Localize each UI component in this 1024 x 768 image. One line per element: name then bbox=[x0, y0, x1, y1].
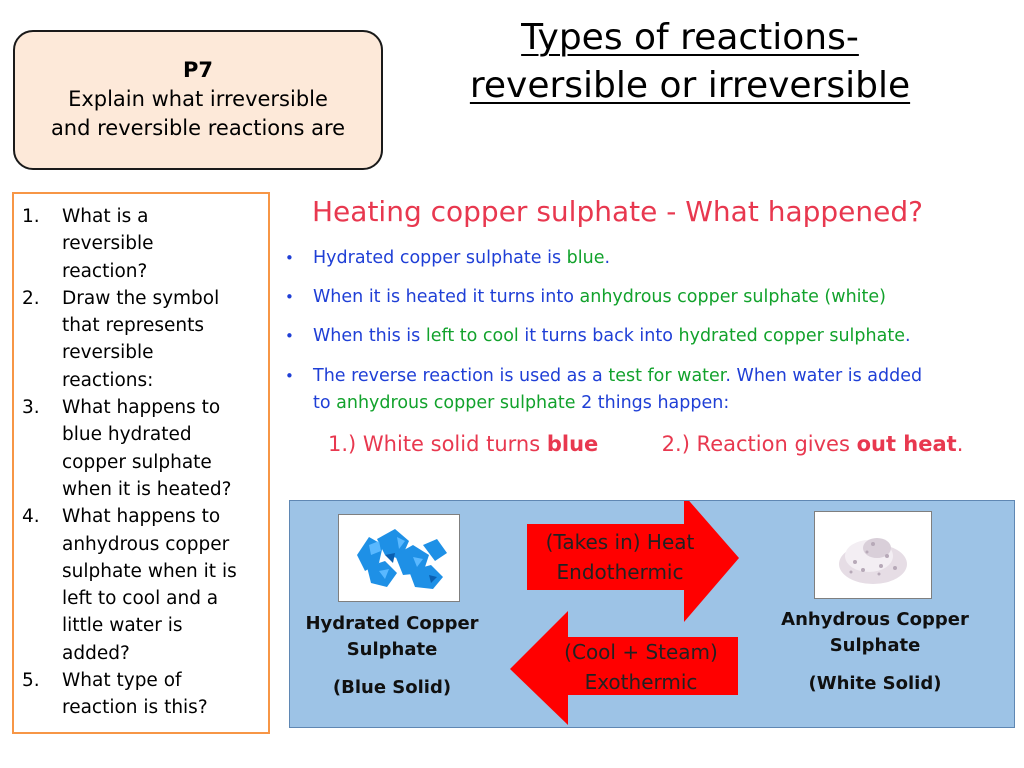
question-number: 4. bbox=[22, 506, 40, 528]
bullet-2 bbox=[283, 284, 886, 311]
question-line: What happens to bbox=[62, 397, 221, 419]
objective-code: P7 bbox=[182, 58, 213, 82]
question-line: copper sulphate bbox=[62, 451, 212, 473]
question-line: reaction? bbox=[62, 260, 148, 282]
title-line-1: Types of reactions- bbox=[521, 17, 859, 58]
question-item bbox=[22, 394, 264, 503]
bullet-highlight: test for water bbox=[608, 366, 726, 386]
page-title bbox=[420, 14, 960, 110]
anhydrous-label-line: Anhydrous Copper bbox=[781, 609, 969, 630]
question-number: 1. bbox=[22, 206, 40, 227]
bullet-highlight: anhydrous copper sulphate (white) bbox=[579, 287, 886, 307]
question-line: added? bbox=[62, 642, 130, 664]
question-line: reaction is this? bbox=[62, 697, 208, 719]
bullet-highlight: blue bbox=[566, 248, 605, 268]
question-line: reactions: bbox=[62, 369, 154, 391]
anhydrous-label-line: Sulphate bbox=[829, 635, 921, 656]
question-line: that represents bbox=[62, 315, 204, 337]
hydrated-state: (Blue Solid) bbox=[332, 677, 452, 698]
question-item bbox=[22, 203, 264, 285]
result-2-end: . bbox=[956, 432, 964, 456]
result-1-highlight: blue bbox=[546, 432, 599, 456]
bullet-3 bbox=[283, 323, 911, 350]
question-line: reversible bbox=[62, 342, 154, 364]
bullet-marker: • bbox=[285, 327, 294, 345]
question-line: anhydrous copper bbox=[62, 533, 230, 555]
bullet-text: The reverse reaction is used as a bbox=[313, 366, 609, 386]
bullet-4 bbox=[283, 363, 922, 417]
question-line: left to cool and a bbox=[62, 588, 219, 610]
reaction-diagram bbox=[289, 500, 1015, 728]
anhydrous-state: (White Solid) bbox=[808, 673, 942, 694]
bullet-1 bbox=[283, 245, 610, 272]
bullet-text: it turns back into bbox=[518, 326, 679, 346]
bullet-text: 2 things happen: bbox=[575, 393, 730, 413]
question-line: What is a bbox=[62, 206, 149, 227]
forward-arrow-label bbox=[528, 527, 712, 587]
questions-list bbox=[22, 203, 264, 722]
objective-line-2: and reversible reactions are bbox=[50, 116, 346, 140]
slide-heading: Heating copper sulphate - What happened? bbox=[312, 195, 923, 228]
bullet-marker: • bbox=[285, 367, 294, 385]
question-line: What happens to bbox=[62, 506, 221, 528]
bullet-text: . bbox=[604, 248, 611, 268]
forward-arrow-line: (Takes in) Heat bbox=[545, 530, 695, 554]
bullet-text: Hydrated copper sulphate is bbox=[313, 248, 567, 268]
question-line: sulphate when it is bbox=[62, 560, 237, 582]
question-line: Draw the symbol bbox=[62, 287, 220, 309]
embedded-slide bbox=[283, 195, 1024, 465]
bullet-text: . When water is added bbox=[725, 366, 923, 386]
results-line bbox=[328, 432, 963, 456]
question-item bbox=[22, 503, 264, 667]
question-line: when it is heated? bbox=[62, 478, 232, 500]
question-number: 5. bbox=[22, 670, 40, 692]
question-number: 2. bbox=[22, 287, 40, 309]
bullet-highlight: anhydrous copper sulphate bbox=[336, 393, 576, 413]
bullet-highlight: hydrated copper sulphate bbox=[678, 326, 905, 346]
title-line-2: reversible or irreversible bbox=[469, 65, 911, 106]
question-item bbox=[22, 285, 264, 394]
question-line: little water is bbox=[62, 615, 183, 637]
question-line: reversible bbox=[62, 233, 154, 255]
hydrated-label-line: Sulphate bbox=[346, 639, 438, 660]
bullet-marker: • bbox=[285, 249, 294, 267]
bullet-marker: • bbox=[285, 288, 294, 306]
hydrated-label-line: Hydrated Copper bbox=[305, 613, 479, 634]
result-2-text: 2.) Reaction gives bbox=[661, 432, 857, 456]
reverse-arrow-line: Exothermic bbox=[584, 670, 698, 694]
reverse-arrow-label bbox=[552, 637, 730, 697]
bullet-text: When it is heated it turns into bbox=[313, 287, 580, 307]
bullet-highlight: left to cool bbox=[425, 326, 519, 346]
question-line: What type of bbox=[62, 670, 182, 692]
question-item bbox=[22, 667, 264, 722]
question-number: 3. bbox=[22, 397, 40, 419]
forward-arrow-line: Endothermic bbox=[556, 560, 684, 584]
bullet-text: . bbox=[904, 326, 911, 346]
question-line: blue hydrated bbox=[62, 424, 192, 446]
reverse-arrow-line: (Cool + Steam) bbox=[564, 640, 718, 664]
result-1-text: 1.) White solid turns bbox=[328, 432, 547, 456]
bullet-text: When this is bbox=[313, 326, 426, 346]
result-2-highlight: out heat bbox=[856, 432, 957, 456]
objective-box bbox=[13, 30, 383, 170]
questions-box bbox=[12, 192, 270, 734]
objective-line-1: Explain what irreversible bbox=[68, 87, 328, 111]
bullet-text: to bbox=[313, 393, 337, 413]
